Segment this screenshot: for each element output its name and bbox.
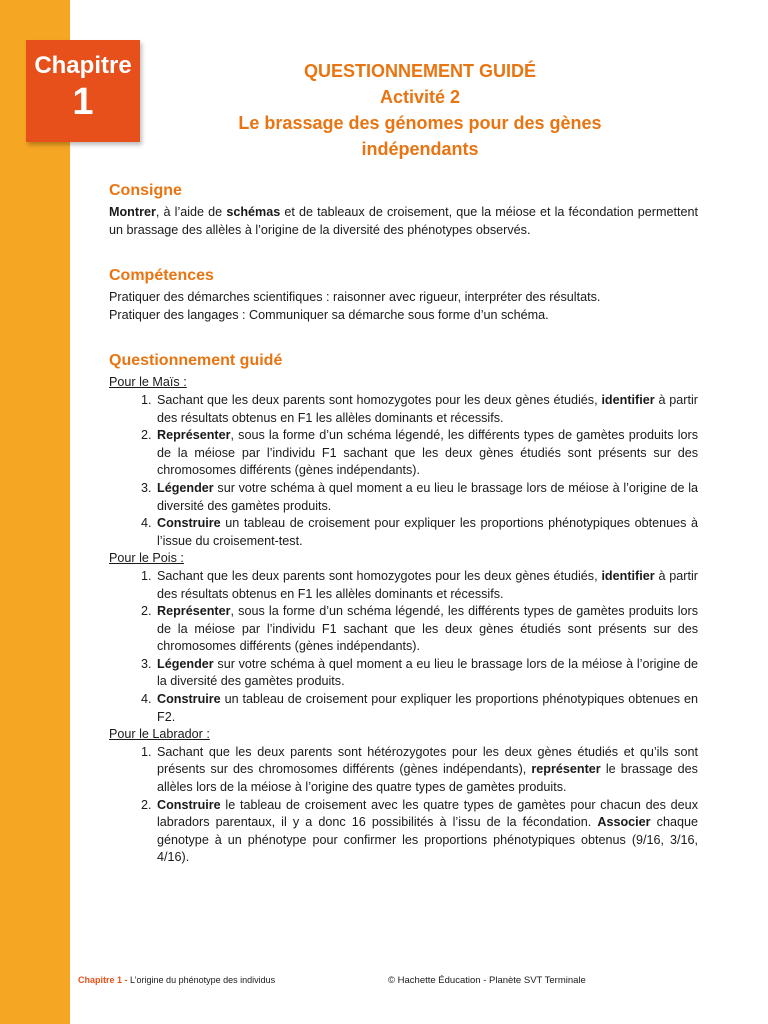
item-text: à partir des résultats obtenus en F1 les allèles dominants et récessifs.: [157, 392, 698, 425]
list-item: [155, 568, 698, 603]
footer-copyright: © Hachette Éducation - Planète SVT Terminale: [388, 975, 586, 986]
item-text: , sous la forme d’un schéma légendé, les différents types de gamètes produits lors de la méiose par l’individu F1 sachant que les deux gènes étudiés sont présents sur des chromosomes différents (gènes indépendants).: [157, 428, 698, 478]
labrador-list: [109, 744, 698, 867]
list-item: [155, 656, 698, 691]
item-text: un tableau de croisement pour expliquer les proportions phénotypiques obtenues à l’issue du croisement-test.: [157, 516, 698, 548]
item-verb: Construire: [157, 516, 221, 531]
item-verb: Représenter: [157, 604, 231, 619]
item-text: Sachant que les deux parents sont homozygotes pour les deux gènes étudiés,: [157, 568, 602, 583]
list-item: [155, 603, 698, 656]
list-item: [155, 744, 698, 797]
consigne-text-2: et de tableaux de croisement, que la méiose et la fécondation permettent un brassage des allèles à l’origine de la diversité des phénotypes observés.: [109, 205, 698, 237]
chapter-badge-number: 1: [72, 81, 94, 123]
title-line-4: indépendants: [361, 139, 479, 159]
main-content: [109, 180, 698, 867]
list-item: [155, 515, 698, 550]
list-item: [155, 427, 698, 480]
mais-label: Pour le Maïs :: [109, 375, 187, 390]
list-item: [155, 691, 698, 726]
questionnement-section: [109, 350, 698, 867]
footer-chapter: Chapitre 1 -: [78, 975, 128, 985]
item-verb: Légender: [157, 656, 214, 671]
title-line-2: Activité 2: [379, 87, 461, 107]
item-text: le tableau de croisement avec les quatre types de gamètes pour chacun des deux labradors parentaux, il y a donc 16 possibilités à l’issu de la fécondation.: [157, 797, 698, 830]
footer-left: [78, 975, 275, 985]
pois-label: Pour le Pois :: [109, 551, 184, 566]
consigne-text-1: , à l’aide de: [155, 205, 227, 219]
side-color-bar: [0, 0, 70, 1024]
mais-list: [109, 392, 698, 550]
item-text: , sous la forme d’un schéma légendé, les différents types de gamètes produits lors de la méiose par l’individu F1 sachant que les deux gènes étudiés sont présents sur des chromosomes différents (gènes indépendants).: [157, 604, 698, 654]
item-verb: Construire: [157, 797, 221, 812]
item-text: un tableau de croisement pour expliquer les proportions phénotypiques obtenues en F2.: [157, 692, 698, 724]
consigne-bold-2: schémas: [226, 205, 281, 219]
competences-section: [109, 265, 698, 324]
consigne-section: [109, 180, 698, 239]
competences-line-2: Pratiquer des langages : Communiquer sa démarche sous forme d’un schéma.: [109, 307, 549, 322]
pois-list: [109, 568, 698, 726]
consigne-bold-1: Montrer: [109, 205, 156, 219]
item-text: Sachant que les deux parents sont hétérozygotes pour les deux gènes étudiés et qu’ils sont présents sur des chromosomes différents (gènes indépendants),: [157, 744, 698, 777]
questionnement-heading: Questionnement guidé: [109, 352, 283, 370]
footer-subject: L’origine du phénotype des individus: [130, 975, 276, 985]
item-text: sur votre schéma à quel moment a eu lieu le brassage lors de méiose à l’origine de la diversité des gamètes produits.: [157, 480, 698, 513]
title-line-1: QUESTIONNEMENT GUIDÉ: [303, 61, 536, 81]
item-verb: Représenter: [157, 428, 231, 443]
item-text: à partir des résultats obtenus en F1 les allèles dominants et récessifs.: [157, 568, 698, 601]
item-text: chaque génotype à un phénotype pour confirmer les proportions phénotypiques obtenus (9/16, 3/16, 4/16).: [157, 815, 698, 865]
title-line-3: Le brassage des génomes pour des gènes: [238, 113, 602, 133]
item-verb: identifier: [601, 568, 655, 583]
item-verb: représenter: [531, 762, 601, 777]
list-item: [155, 392, 698, 427]
item-text: Sachant que les deux parents sont homozygotes pour les deux gènes étudiés,: [157, 392, 602, 407]
item-text: sur votre schéma à quel moment a eu lieu le brassage lors de la méiose à l’origine de la diversité des gamètes produits.: [157, 656, 698, 689]
competences-line-1: Pratiquer des démarches scientifiques : raisonner avec rigueur, interpréter des résultats.: [109, 290, 601, 305]
item-verb: Légender: [157, 480, 214, 495]
item-verb: Construire: [157, 692, 221, 707]
item-verb: identifier: [601, 392, 655, 407]
page-title: [110, 58, 730, 162]
item-verb: Associer: [597, 815, 651, 830]
item-text: le brassage des allèles lors de la méiose à l’origine des quatre types de gamètes produits.: [157, 762, 698, 795]
labrador-label: Pour le Labrador :: [109, 727, 210, 742]
consigne-heading: Consigne: [109, 182, 182, 199]
chapter-badge-word: Chapitre: [34, 52, 132, 79]
consigne-text: [109, 204, 698, 239]
list-item: [155, 480, 698, 515]
list-item: [155, 797, 698, 867]
competences-heading: Compétences: [109, 267, 214, 285]
